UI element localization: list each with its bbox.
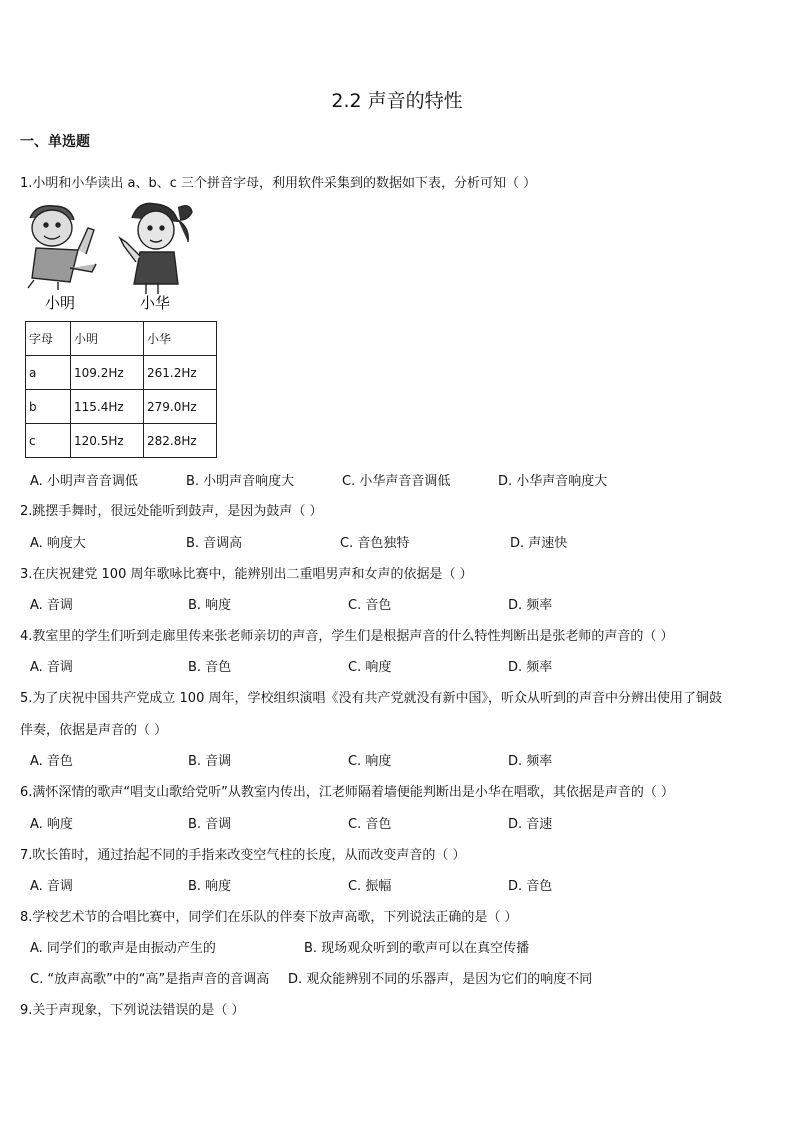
table-cell: b <box>26 390 71 424</box>
q3-option-c[interactable]: C. 音色 <box>348 598 392 613</box>
q7-option-d[interactable]: D. 音色 <box>508 879 553 894</box>
q6-option-a[interactable]: A. 响度 <box>30 817 73 832</box>
q7-option-b[interactable]: B. 响度 <box>188 879 232 894</box>
q8-option-a[interactable]: A. 同学们的歌声是由振动产生的 <box>30 941 216 956</box>
q1-option-a[interactable]: A. 小明声音音调低 <box>30 474 138 489</box>
table-header: 字母 <box>26 322 71 356</box>
figure-caption-left: 小明 <box>45 294 76 312</box>
table-cell: a <box>26 356 71 390</box>
q2-option-a[interactable]: A. 响度大 <box>30 536 86 551</box>
table-header: 小明 <box>71 322 144 356</box>
table-cell: c <box>26 424 71 458</box>
q1-option-d[interactable]: D. 小华声音响度大 <box>498 474 608 489</box>
q2-option-c[interactable]: C. 音色独特 <box>340 536 410 551</box>
page-title: 2.2 声音的特性 <box>331 90 463 112</box>
question-5-text-line1: 5.为了庆祝中国共产党成立 100 周年，学校组织演唱《没有共产党就没有新中国》，听众从听到的声音中分辨出使用了铜鼓 <box>20 691 722 706</box>
q5-option-d[interactable]: D. 频率 <box>508 754 553 769</box>
question-4-text: 4.教室里的学生们听到走廊里传来张老师亲切的声音，学生们是根据声音的什么特性判断出是张老师的声音的（ ） <box>20 629 674 644</box>
q3-option-b[interactable]: B. 响度 <box>188 598 232 613</box>
q6-option-d[interactable]: D. 音速 <box>508 817 553 832</box>
question-6-text: 6.满怀深情的歌声“唱支山歌给党听”从教室内传出，江老师隔着墙便能判断出是小华在唱歌，其依据是声音的（ ） <box>20 785 675 800</box>
question-9-text: 9.关于声现象，下列说法错误的是（ ） <box>20 1003 245 1018</box>
q2-option-d[interactable]: D. 声速快 <box>510 536 568 551</box>
table-row <box>26 356 217 390</box>
question-5-text-line2: 伴奏，依据是声音的（ ） <box>20 723 168 738</box>
q6-option-b[interactable]: B. 音调 <box>188 817 232 832</box>
q4-option-b[interactable]: B. 音色 <box>188 660 232 675</box>
table-cell: 120.5Hz <box>71 424 144 458</box>
table-cell: 279.0Hz <box>144 390 217 424</box>
q6-option-c[interactable]: C. 音色 <box>348 817 392 832</box>
q1-option-b[interactable]: B. 小明声音响度大 <box>186 474 295 489</box>
table-header-row <box>26 322 217 356</box>
q5-option-c[interactable]: C. 响度 <box>348 754 392 769</box>
q4-option-c[interactable]: C. 响度 <box>348 660 392 675</box>
q8-option-b[interactable]: B. 现场观众听到的歌声可以在真空传播 <box>304 941 530 956</box>
question-8-text: 8.学校艺术节的合唱比赛中，同学们在乐队的伴奏下放声高歌，下列说法正确的是（ ） <box>20 910 518 925</box>
q8-option-d[interactable]: D. 观众能辨别不同的乐器声，是因为它们的响度不同 <box>288 972 593 987</box>
q5-option-b[interactable]: B. 音调 <box>188 754 232 769</box>
question-3-text: 3.在庆祝建党 100 周年歌咏比赛中，能辨别出二重唱男声和女声的依据是（ ） <box>20 567 473 582</box>
q3-option-d[interactable]: D. 频率 <box>508 598 553 613</box>
q1-option-c[interactable]: C. 小华声音音调低 <box>342 474 451 489</box>
q3-option-a[interactable]: A. 音调 <box>30 598 73 613</box>
table-cell: 109.2Hz <box>71 356 144 390</box>
q4-option-d[interactable]: D. 频率 <box>508 660 553 675</box>
cartoon-people-illustration <box>18 198 196 316</box>
table-cell: 282.8Hz <box>144 424 217 458</box>
q8-option-c[interactable]: C. “放声高歌”中的“高”是指声音的音调高 <box>30 972 270 987</box>
section-heading: 一、单选题 <box>20 134 90 150</box>
question-2-text: 2.跳摆手舞时，很远处能听到鼓声，是因为鼓声（ ） <box>20 504 323 519</box>
q5-option-a[interactable]: A. 音色 <box>30 754 73 769</box>
figure-caption-right: 小华 <box>140 294 171 312</box>
table-header: 小华 <box>144 322 217 356</box>
table-row <box>26 390 217 424</box>
table-cell: 261.2Hz <box>144 356 217 390</box>
table-cell: 115.4Hz <box>71 390 144 424</box>
question-1-figure <box>18 198 196 316</box>
question-7-text: 7.吹长笛时，通过抬起不同的手指来改变空气柱的长度，从而改变声音的（ ） <box>20 848 466 863</box>
q7-option-c[interactable]: C. 振幅 <box>348 879 392 894</box>
question-1-text: 1.小明和小华读出 a、b、c 三个拼音字母，利用软件采集到的数据如下表，分析可知（ ） <box>20 176 537 191</box>
q7-option-a[interactable]: A. 音调 <box>30 879 73 894</box>
q4-option-a[interactable]: A. 音调 <box>30 660 73 675</box>
q2-option-b[interactable]: B. 音调高 <box>186 536 243 551</box>
frequency-table <box>25 321 217 458</box>
table-row <box>26 424 217 458</box>
